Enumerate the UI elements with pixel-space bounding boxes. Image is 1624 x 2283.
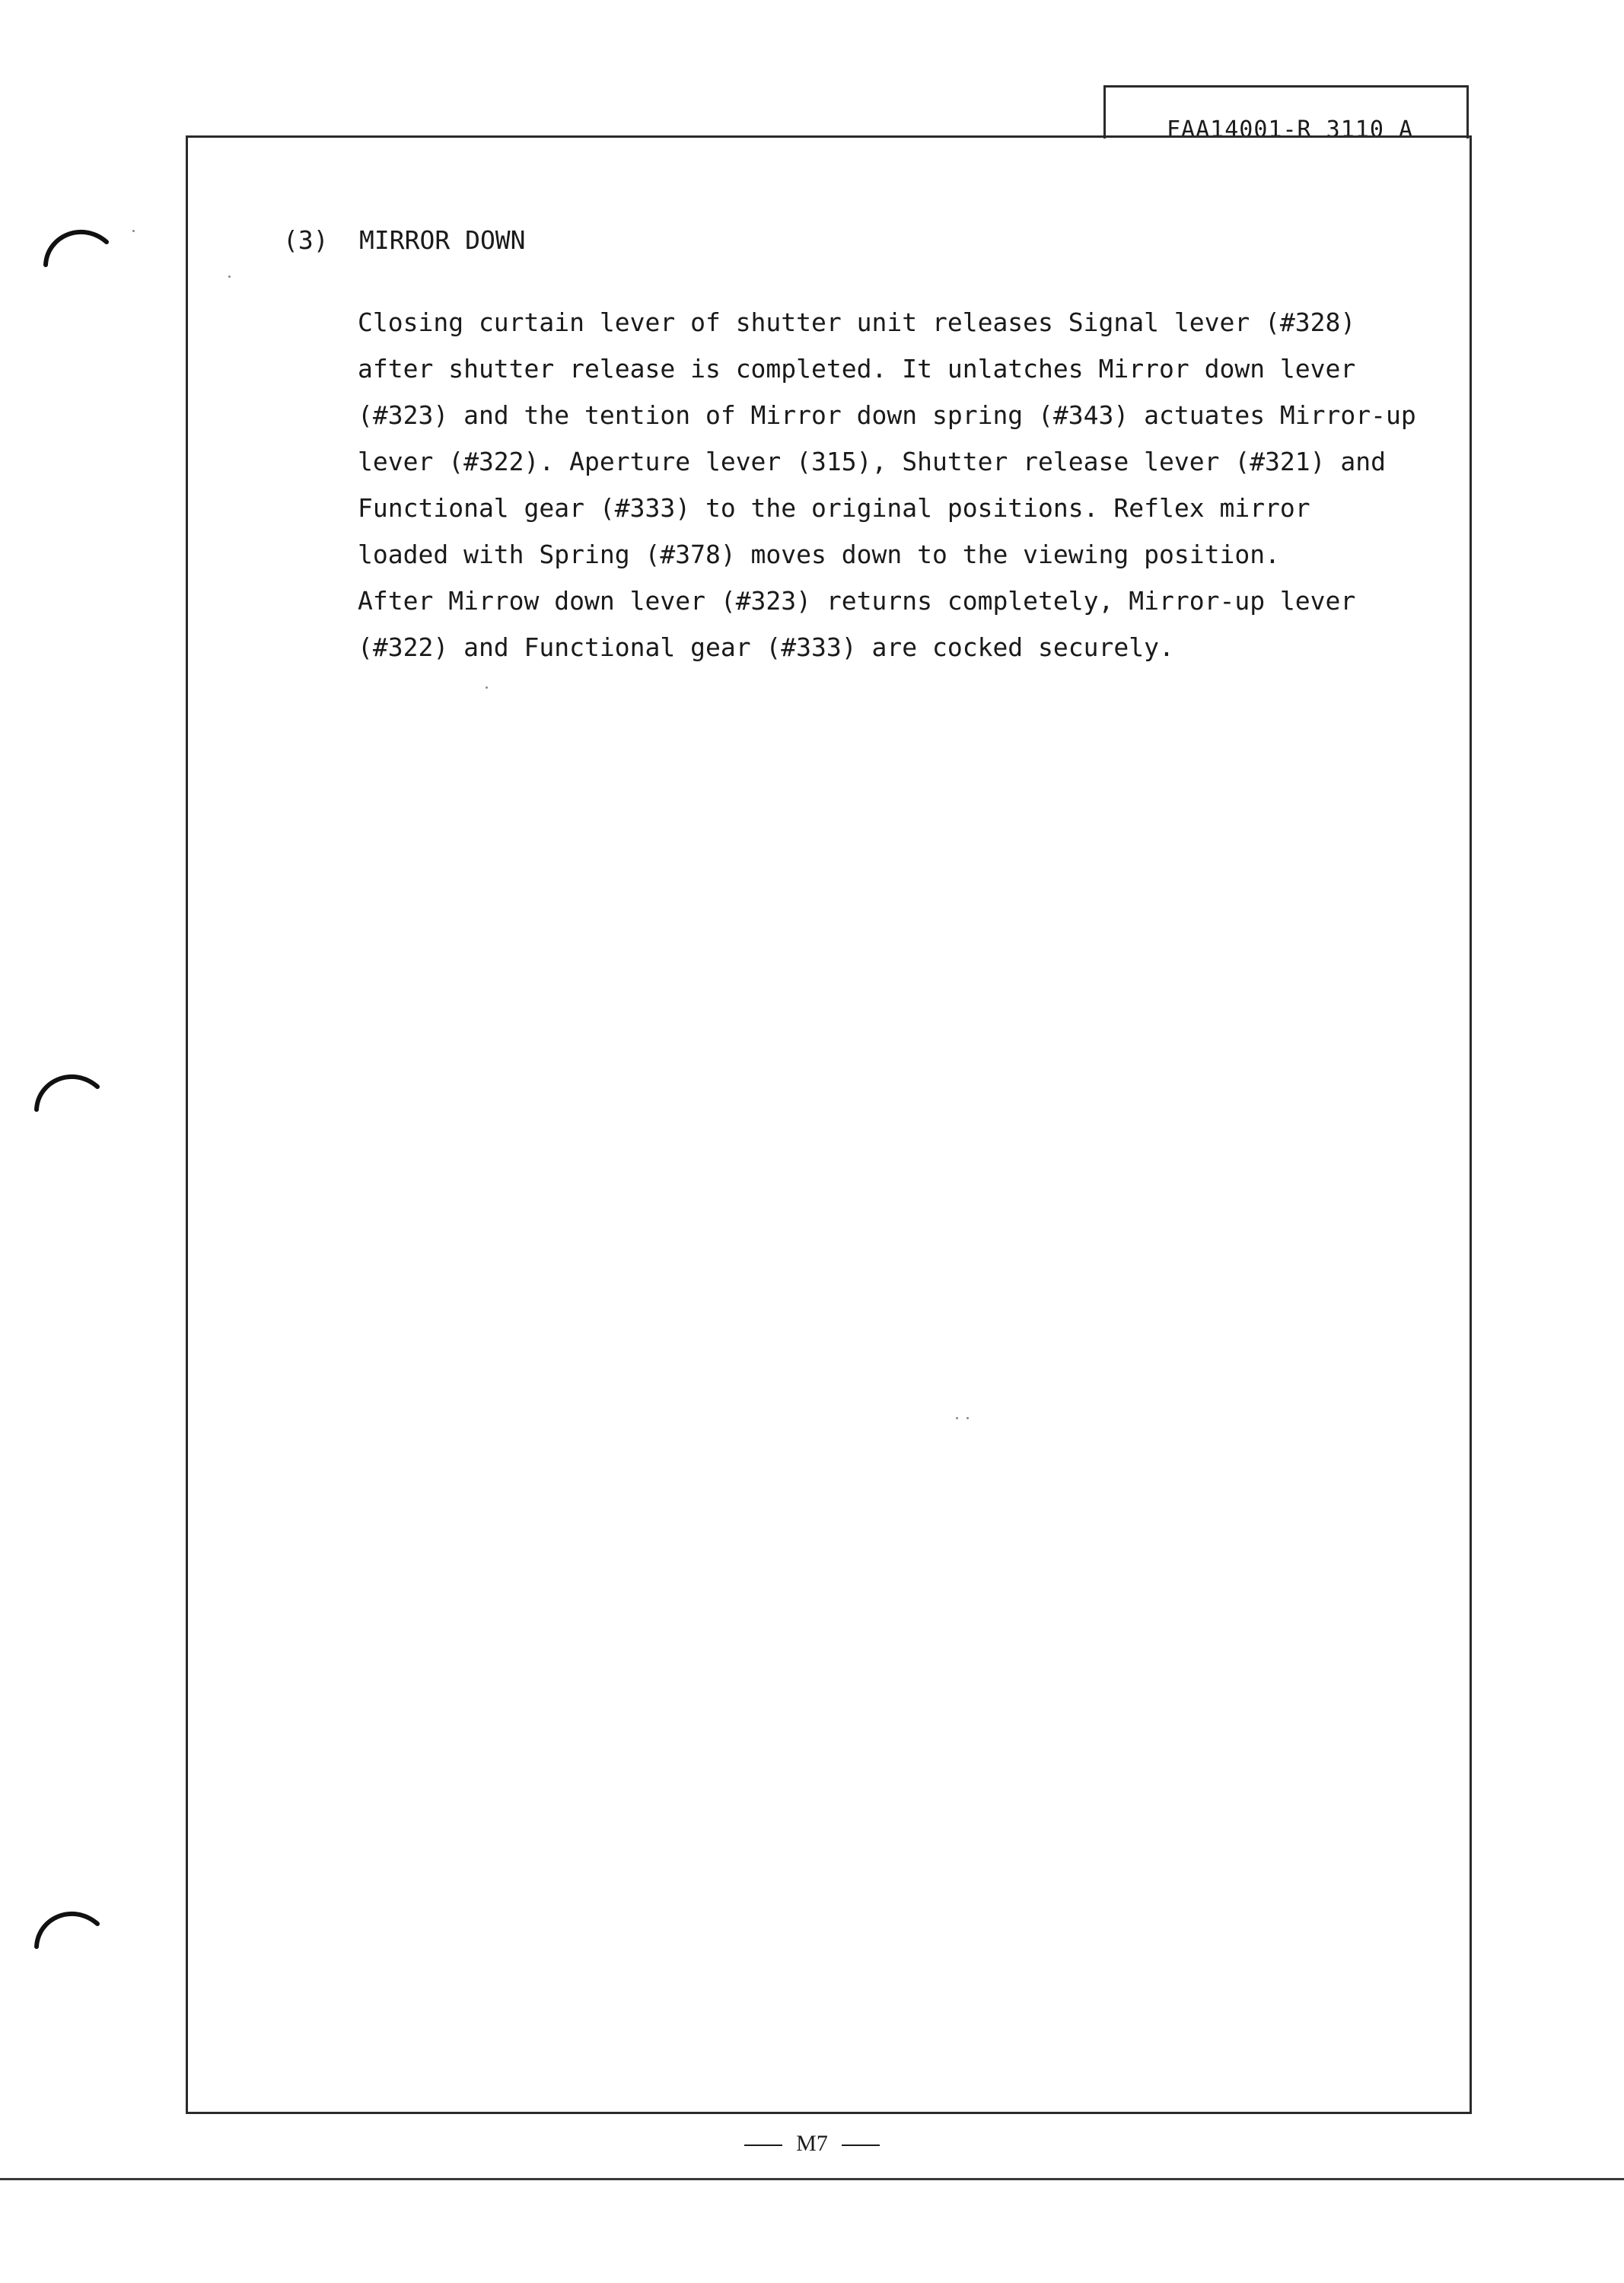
body-line: (#323) and the tention of Mirror down spring (#343) actuates Mirror-up [358,400,1416,430]
body-line: lever (#322). Aperture lever (315), Shutter release lever (#321) and [358,447,1387,476]
body-line: Closing curtain lever of shutter unit releases Signal lever (#328) [358,307,1356,337]
footer-dash-left [744,2144,782,2146]
page-footer [0,2131,1624,2157]
footer-dash-right [842,2144,880,2146]
scan-speck [486,686,488,689]
body-paragraph [358,299,1461,670]
binder-hole-middle [27,1050,111,1134]
binder-hole-bottom [27,1887,111,1971]
section-title: MIRROR DOWN [359,225,526,255]
body-line: after shutter release is completed. It unlatches Mirror down lever [358,354,1356,384]
section-heading [283,225,526,255]
scan-speck [966,1417,969,1419]
body-line: After Mirrow down lever (#323) returns completely, Mirror-up lever [358,586,1356,616]
document-code: FAA14001-R 3110 A [1167,116,1414,136]
body-line: (#322) and Functional gear (#333) are cocked securely. [358,632,1174,662]
bottom-rule [0,2178,1624,2180]
scan-speck [132,230,135,232]
page-number: M7 [796,2131,828,2156]
document-code-tab [1103,85,1469,139]
body-line: loaded with Spring (#378) moves down to the viewing position. [358,540,1280,569]
scan-speck [228,275,231,278]
section-number: (3) [283,225,329,255]
body-line: Functional gear (#333) to the original positions. Reflex mirror [358,493,1310,523]
binder-hole-top [37,205,120,289]
scan-speck [956,1417,958,1419]
